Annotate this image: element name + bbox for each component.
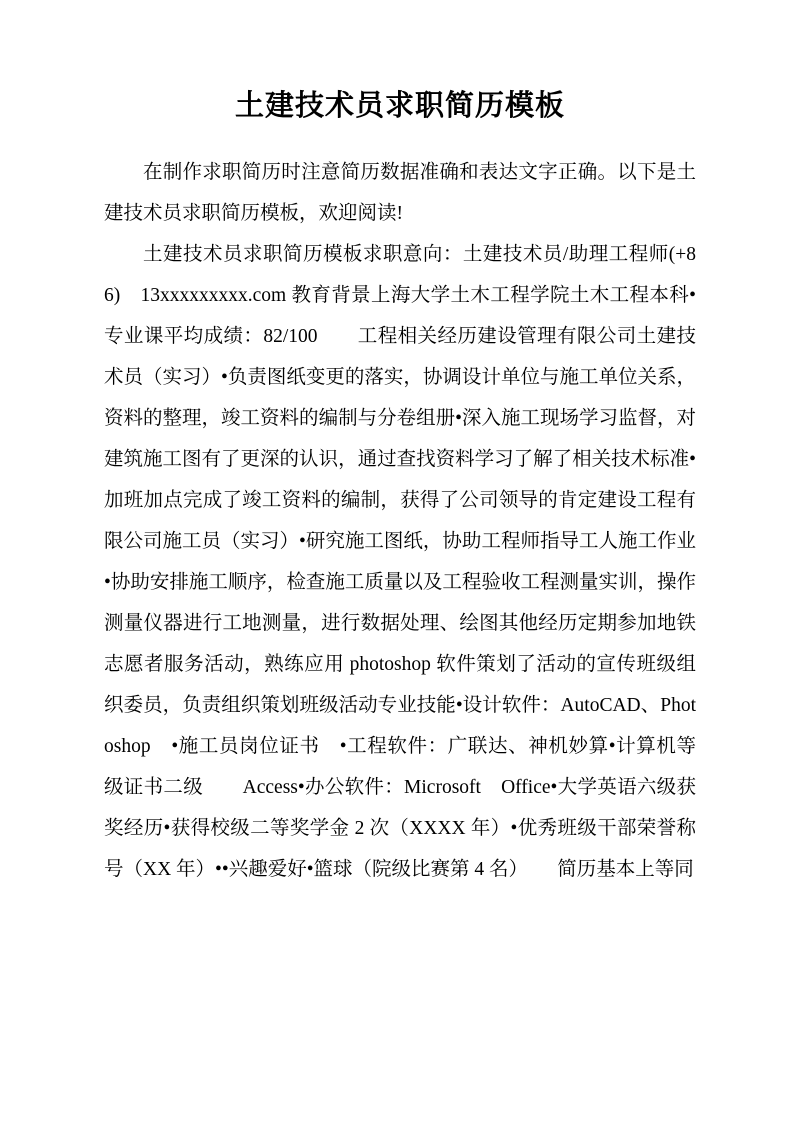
page-title: 土建技术员求职简历模板: [234, 90, 565, 122]
paragraph-intro: 在制作求职简历时注意简历数据准确和表达文字正确。以下是土建技术员求职简历模板，欢迎阅读!: [104, 161, 696, 224]
document-body: [104, 152, 696, 890]
paragraph-resume-content: 土建技术员求职简历模板求职意向：土建技术员/助理工程师(+86) 13xxxxxxxxx.com 教育背景上海大学土木工程学院土木工程本科•专业课平均成绩：82/100 工程相关经历建设管理有限公司土建技术员（实习）•负责图纸变更的落实，协调设计单位与施工单位关系，资料的整理，竣工资料的编制与分卷组册•深入施工现场学习监督，对建筑施工图有了更深的认识，通过查找资料学习了解了相关技术标准•加班加点完成了竣工资料的编制，获得了公司领导的肯定建设工程有限公司施工员（实习）•研究施工图纸，协助工程师指导工人施工作业•协助安排施工顺序，检查施工质量以及工程验收工程测量实训，操作测量仪器进行工地测量，进行数据处理、绘图其他经历定期参加地铁志愿者服务活动，熟练应用 photoshop 软件策划了活动的宣传班级组织委员，负责组织策划班级活动专业技能•设计软件：AutoCAD、Photoshop •施工员岗位证书 •工程软件：广联达、神机妙算•计算机等级证书二级 Access•办公软件：Microsoft Office•大学英语六级获奖经历•获得校级二等奖学金 2 次（XXXX 年）•优秀班级干部荣誉称号（XX 年）••兴趣爱好•篮球（院级比赛第 4 名） 简历基本上等同: [104, 243, 696, 880]
